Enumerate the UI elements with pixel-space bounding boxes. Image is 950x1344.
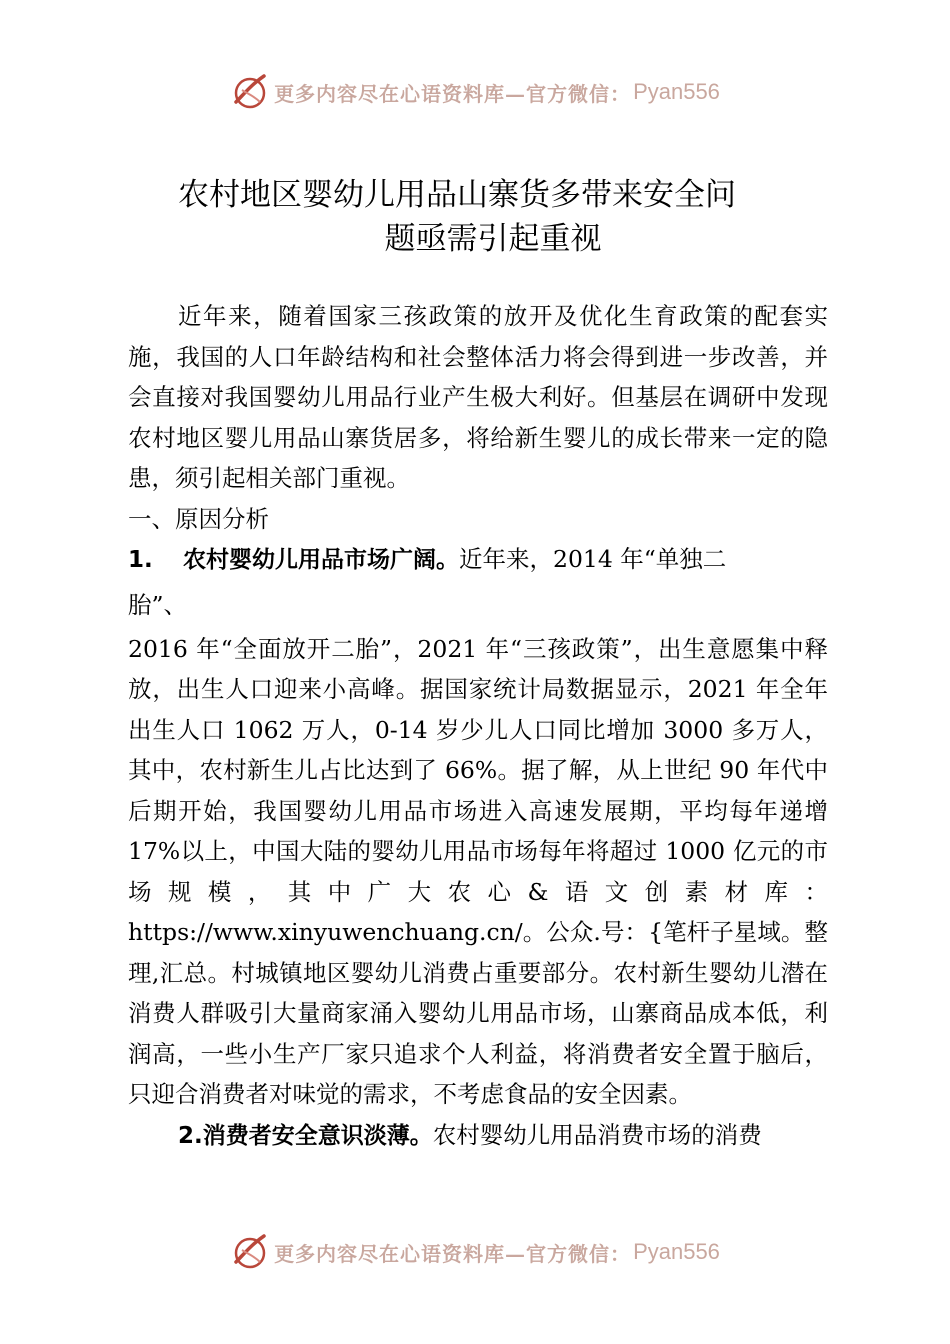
watermark-text: 更多内容尽在心语资料库—官方微信： <box>274 1241 632 1266</box>
watermark-wechat-id: Pyan556 <box>633 79 720 104</box>
intro-paragraph: 近年来，随着国家三孩政策的放开及优化生育政策的配套实施，我国的人口年龄结构和社会整体活力将会得到进一步改善，并会直接对我国婴幼儿用品行业产生极大利好。但基层在调研中发现农村地区婴儿用品山寨货居多，将给新生婴儿的成长带来一定的隐患，须引起相关部门重视。 <box>128 302 828 492</box>
watermark-text: 更多内容尽在心语资料库—官方微信： <box>274 81 632 106</box>
watermark-wechat-id: Pyan556 <box>633 1239 720 1264</box>
item-2-bold-heading: 2.消费者安全意识淡薄。 <box>178 1122 433 1149</box>
item-1-bold-heading: 农村婴幼儿用品市场广阔。 <box>183 547 459 573</box>
list-item-1-heading <box>128 539 828 581</box>
item-2-body-text: 农村婴幼儿用品消费市场的消费 <box>432 1120 762 1149</box>
item-1-body-paragraph: 2016 年“全面放开二胎”，2021 年“三孩政策”，出生意愿集中释放，出生人口迎来小高峰。据国家统计局数据显示，2021 年全年出生人口 1062 万人，0-14 岁少儿人口同比增加 3000 多万人，其中，农村新生儿占比达到了 66%。据了解，从上世纪 90 年代中后期开始，我国婴幼儿用品市场进入高速发展期，平均每年递增 17%以上，中国大陆的婴幼儿用品市场每年将超过 1000 亿元的市场规模，其中广大农心&语文创素材库：https://www.xinyuwenchuang.cn/。公众.号：{笔杆子星域。整理,汇总。村城镇地区婴幼儿消费占重要部分。农村新生婴幼儿潜在消费人群吸引大量商家涌入婴幼儿用品市场，山寨商品成本低，利润高，一些小生产厂家只追求个人利益，将消费者安全置于脑后，只迎合消费者对味觉的需求，不考虑食品的安全因素。 <box>128 634 828 1108</box>
section-heading-reasons: 一、原因分析 <box>128 504 269 533</box>
document-title-line-2: 题亟需引起重视 <box>384 221 602 257</box>
item-1-tail-text: 胎”、 <box>128 590 188 619</box>
item-1-number: 1. <box>128 547 153 573</box>
document-title-line-1: 农村地区婴幼儿用品山寨货多带来安全问 <box>178 177 736 213</box>
footer-watermark <box>0 1230 950 1274</box>
document-body <box>128 296 828 1156</box>
brush-logo-icon <box>230 1232 270 1272</box>
header-watermark <box>0 70 950 114</box>
list-item-2 <box>128 1115 828 1157</box>
brush-logo-icon <box>230 72 270 112</box>
item-1-lead-text: 近年来，2014 年“单独二 <box>459 545 727 573</box>
